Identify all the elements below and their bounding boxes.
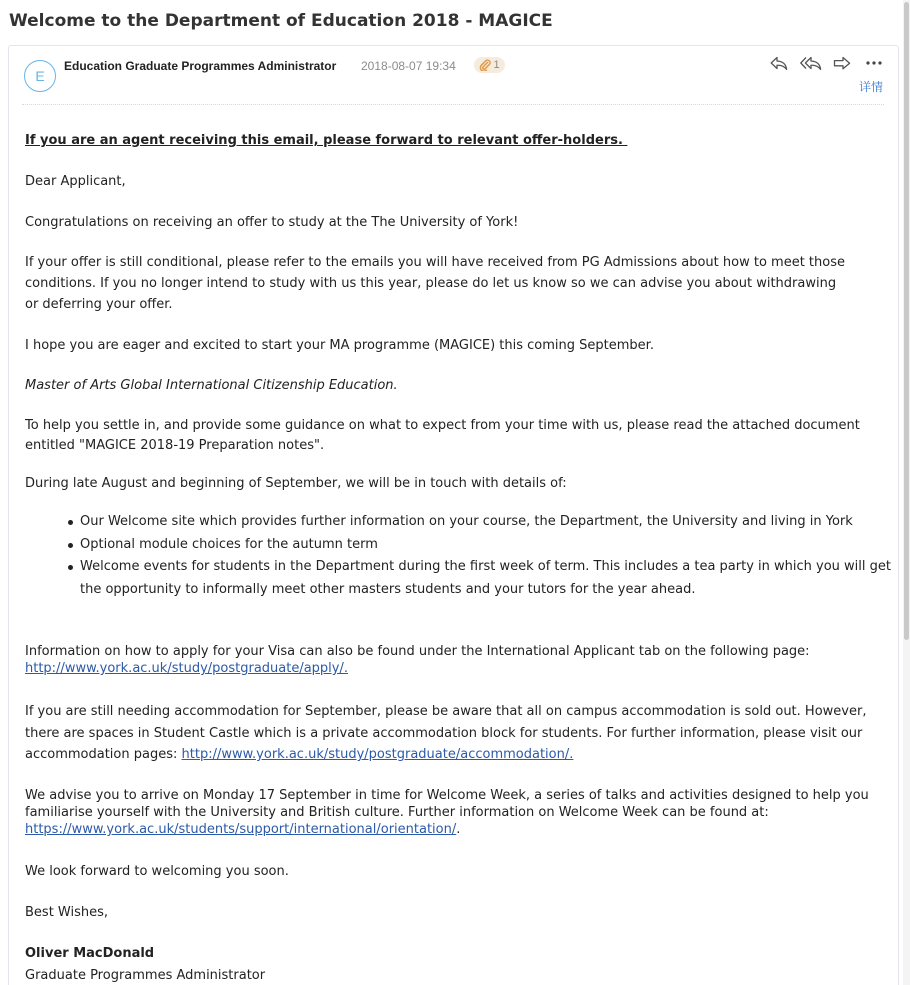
bullet-dot xyxy=(68,520,73,525)
paragraph-line: conditions. If you no longer intend to study with us this year, please do let us know so we can advise you about withdrawing xyxy=(25,276,837,291)
paragraph-line: entitled "MAGICE 2018-19 Preparation notes". xyxy=(25,438,325,453)
sign-off xyxy=(25,903,108,923)
attachment-count: 1 xyxy=(493,59,500,71)
visa-text: Information on how to apply for your Visa can also be found under the International Applicant tab on the following page: xyxy=(25,644,810,659)
reply-all-icon xyxy=(800,56,822,71)
details-link[interactable]: 详情 xyxy=(859,80,884,94)
more-actions-button[interactable] xyxy=(864,55,884,71)
more-icon xyxy=(865,60,883,66)
sign-off-text: Best Wishes, xyxy=(25,905,109,920)
list-item-line: the opportunity to informally meet other masters students and your tutors for the year ahead. xyxy=(80,581,696,597)
agent-notice-text: If you are an agent receiving this email, please forward to relevant offer-holders. xyxy=(25,133,628,148)
list-item xyxy=(80,534,891,557)
reply-icon xyxy=(770,56,788,71)
congratulations-text: Congratulations on receiving an offer to study at the The University of York! xyxy=(25,215,519,230)
bullet-dot xyxy=(68,543,73,548)
forward-button[interactable] xyxy=(832,55,852,71)
paragraph-line: or deferring your offer. xyxy=(25,297,173,312)
link-suffix: . xyxy=(456,822,461,837)
conditional-offer-paragraph xyxy=(25,252,845,315)
greeting xyxy=(25,172,126,192)
signature-name: Oliver MacDonald xyxy=(25,946,155,961)
paragraph-line: If you are still needing accommodation for September, please be aware that all on campus accommodation is sold out. However, xyxy=(25,704,867,719)
list-item-line: Optional module choices for the autumn term xyxy=(80,536,378,552)
forward-icon xyxy=(833,56,851,71)
programme-intro-paragraph xyxy=(25,336,654,356)
paragraph-line: there are spaces in Student Castle which is a private accommodation block for students. For further information, please visit our xyxy=(25,725,863,741)
programme-intro-text: I hope you are eager and excited to start your MA programme (MAGICE) this coming September. xyxy=(25,338,654,353)
programme-name-paragraph xyxy=(25,376,398,396)
visa-paragraph xyxy=(25,643,810,677)
header-divider xyxy=(22,104,884,105)
orientation-link[interactable]: https://www.york.ac.uk/students/support/international/orientation/ xyxy=(25,822,457,837)
paragraph-line: We advise you to arrive on Monday 17 September in time for Welcome Week, a series of talks and activities designed to help you xyxy=(25,788,869,803)
signature xyxy=(25,943,265,985)
greeting-text: Dear Applicant, xyxy=(25,174,126,189)
reply-all-button[interactable] xyxy=(799,55,823,71)
paragraph-line: familiarise yourself with the University and British culture. Further information on Welcome Week can be found at: xyxy=(25,805,769,820)
signature-role: Graduate Programmes Administrator xyxy=(25,968,266,983)
paperclip-icon xyxy=(479,59,491,71)
details-list xyxy=(80,511,891,601)
details-intro-paragraph xyxy=(25,474,567,494)
list-item-line: Welcome events for students in the Department during the first week of term. This includes a tea party in which you will get xyxy=(80,559,891,574)
preparation-paragraph xyxy=(25,416,860,456)
accommodation-link[interactable]: http://www.york.ac.uk/study/postgraduate/accommodation/. xyxy=(181,747,574,762)
list-item xyxy=(80,556,891,601)
list-item xyxy=(80,511,891,534)
congratulations-paragraph xyxy=(25,213,518,233)
agent-notice xyxy=(25,131,627,151)
list-item-line: Our Welcome site which provides further information on your course, the Department, the University and living in York xyxy=(80,514,853,529)
sender-name[interactable]: Education Graduate Programmes Administrator xyxy=(64,59,337,73)
programme-name-text: Master of Arts Global International Citizenship Education. xyxy=(25,378,398,393)
paragraph-line: If your offer is still conditional, please refer to the emails you will have received from PG Admissions about how to meet those xyxy=(25,255,845,270)
arrival-paragraph xyxy=(25,787,869,838)
details-intro-text: During late August and beginning of September, we will be in touch with details of: xyxy=(25,476,567,491)
closing-paragraph xyxy=(25,862,289,882)
sender-avatar[interactable]: E xyxy=(24,60,56,92)
paragraph-line: To help you settle in, and provide some guidance on what to expect from your time with us, please read the attached document xyxy=(25,418,860,433)
vertical-scrollbar[interactable] xyxy=(903,0,910,985)
scrollbar-thumb[interactable] xyxy=(904,2,909,640)
visa-apply-link[interactable]: http://www.york.ac.uk/study/postgraduate/apply/. xyxy=(25,661,349,676)
sent-date: 2018-08-07 19:34 xyxy=(361,59,456,73)
email-subject: Welcome to the Department of Education 2018 - MAGICE xyxy=(9,11,553,31)
reply-button[interactable] xyxy=(769,55,789,71)
accommodation-pages-label: accommodation pages: xyxy=(25,747,182,762)
accommodation-paragraph xyxy=(25,701,866,766)
attachment-badge[interactable] xyxy=(474,57,505,73)
closing-text: We look forward to welcoming you soon. xyxy=(25,864,289,879)
bullet-dot xyxy=(68,565,73,570)
